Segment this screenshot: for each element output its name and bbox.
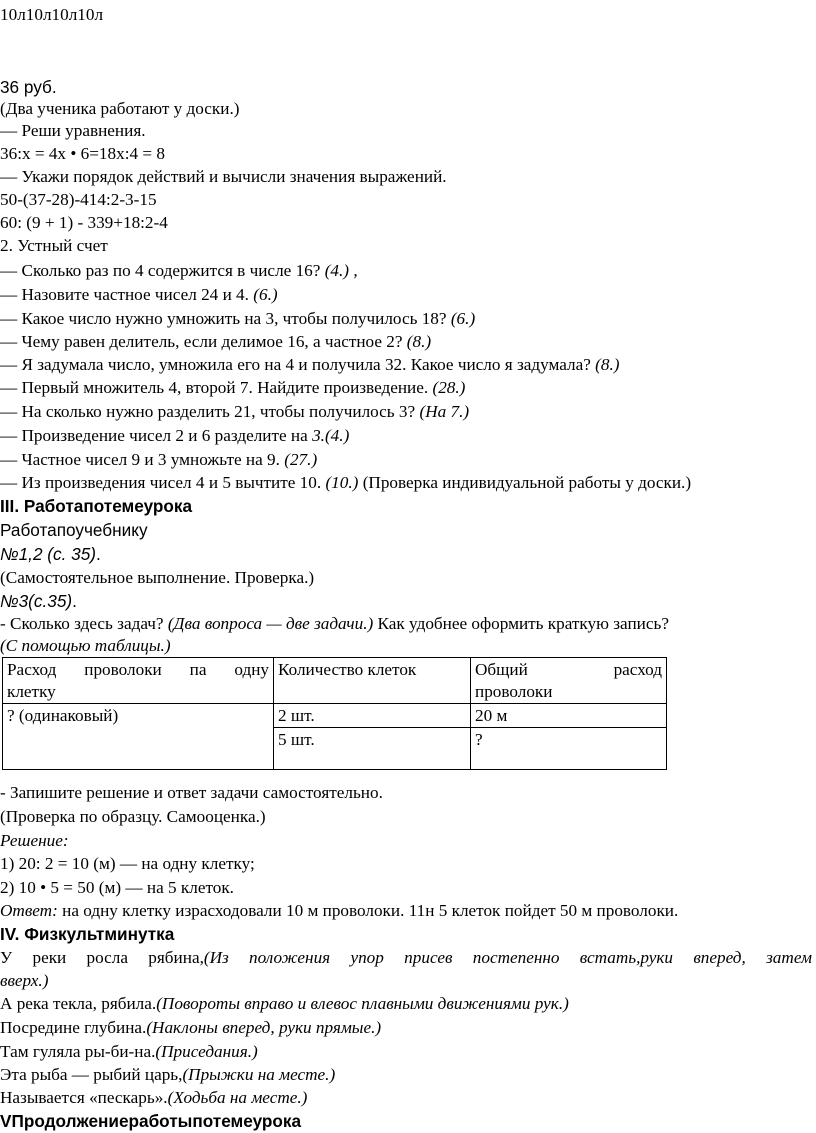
task-reference: №1,2 (с. 35). — [0, 544, 101, 564]
table-header-cell: Расход проволоки па одну клетку — [3, 658, 274, 704]
oral-question: — Из произведения чисел 4 и 5 вычтите 10. (10.) (Проверка индивидуальной работы у доски.) — [0, 473, 692, 492]
text-line: - Запишите решение и ответ задачи самостоятельно. — [0, 783, 383, 802]
oral-question: — Произведение чисел 2 и 6 разделите на 3.(4.) — [0, 426, 350, 445]
text-line: — Укажи порядок действий и вычисли значения выражений. — [0, 167, 447, 186]
oral-question: — Назовите частное чисел 24 и 4. (6.) — [0, 285, 278, 304]
solution-step: 1) 20: 2 = 10 (м) — на одну клетку; — [0, 854, 255, 873]
solution-label: Решение: — [0, 831, 69, 850]
section-title: VПродолжениеработыпотемеурока — [0, 1111, 302, 1131]
price-line: 36 руб. — [0, 77, 57, 97]
oral-question: — Я задумала число, умножила его на 4 и получила 32. Какое число я задумала? (8.) — [0, 355, 620, 374]
subsection-heading: 2. Устный счет — [0, 236, 108, 255]
exercise-line: Посредине глубина.(Наклоны вперед, руки прямые.) — [0, 1018, 382, 1037]
exercise-line: А река текла, рябила.(Повороты вправо и влевос плавными движениями рук.) — [0, 994, 569, 1013]
solution-step: 2) 10 • 5 = 50 (м) — на 5 клеток. — [0, 878, 234, 897]
text-line: (Проверка по образцу. Самооценка.) — [0, 807, 266, 826]
page-header: 10л10л10л10л — [0, 5, 104, 24]
oral-question: — Чему равен делитель, если делимое 16, а частное 2? (8.) — [0, 332, 432, 351]
table-row — [3, 704, 667, 728]
exercise-line: Там гуляла ры-би-на.(Приседания.) — [0, 1042, 258, 1061]
oral-question: — Сколько раз по 4 содержится в числе 16? (4.) , — [0, 261, 358, 280]
section-title: IV. Физкультминутка — [0, 924, 175, 944]
table-header-cell: Общий расход проволоки — [471, 658, 667, 704]
exercise-line: Эта рыба — рыбий царь,(Прыжки на месте.) — [0, 1065, 336, 1084]
table-cell: ? — [471, 728, 667, 770]
table-cell: 5 шт. — [274, 728, 471, 770]
oral-question: — На сколько нужно разделить 21, чтобы получилось 3? (На 7.) — [0, 402, 470, 421]
text-line: (Самостоятельное выполнение. Проверка.) — [0, 568, 315, 587]
exercise-line: Называется «пескарь».(Ходьба на месте.) — [0, 1088, 308, 1107]
expression-line: 60: (9 + 1) - 339+18:2-4 — [0, 213, 168, 232]
oral-question: — Какое число нужно умножить на 3, чтобы получилось 18? (6.) — [0, 309, 476, 328]
text-line: (Два ученика работают у доски.) — [0, 99, 240, 118]
table-header-cell: Количество клеток — [274, 658, 471, 704]
task-reference: №3(с.35). — [0, 591, 77, 611]
table-cell: ? (одинаковый) — [3, 704, 274, 770]
table-cell: 20 м — [471, 704, 667, 728]
oral-question: — Частное чисел 9 и 3 умножьте на 9. (27.) — [0, 450, 318, 469]
answer-line: Ответ: на одну клетку израсходовали 10 м проволоки. 11н 5 клеток пойдет 50 м проволоки. — [0, 901, 679, 920]
table-hint: (С помощью таблицы.) — [0, 636, 171, 655]
expression-line: 50-(37-28)-414:2-3-15 — [0, 190, 157, 209]
equation-line: 36:х = 4х • 6=18х:4 = 8 — [0, 144, 165, 163]
exercise-line: У реки росла рябина,(Из положения упор присев постепенно встать,руки вперед, затем — [0, 948, 812, 967]
exercise-line: вверх.) — [0, 971, 49, 990]
section-title: III. Работапотемеурока — [0, 496, 193, 516]
table-cell: 2 шт. — [274, 704, 471, 728]
table-header-row — [3, 658, 667, 704]
text-line: — Реши уравнения. — [0, 121, 146, 140]
oral-question: — Первый множитель 4, второй 7. Найдите произведение. (28.) — [0, 378, 466, 397]
question-line: - Сколько здесь задач? (Два вопроса — две задачи.) Как удобнее оформить краткую запись? — [0, 614, 669, 633]
section-subtitle: Работапоучебнику — [0, 520, 148, 540]
task-table — [2, 657, 667, 770]
